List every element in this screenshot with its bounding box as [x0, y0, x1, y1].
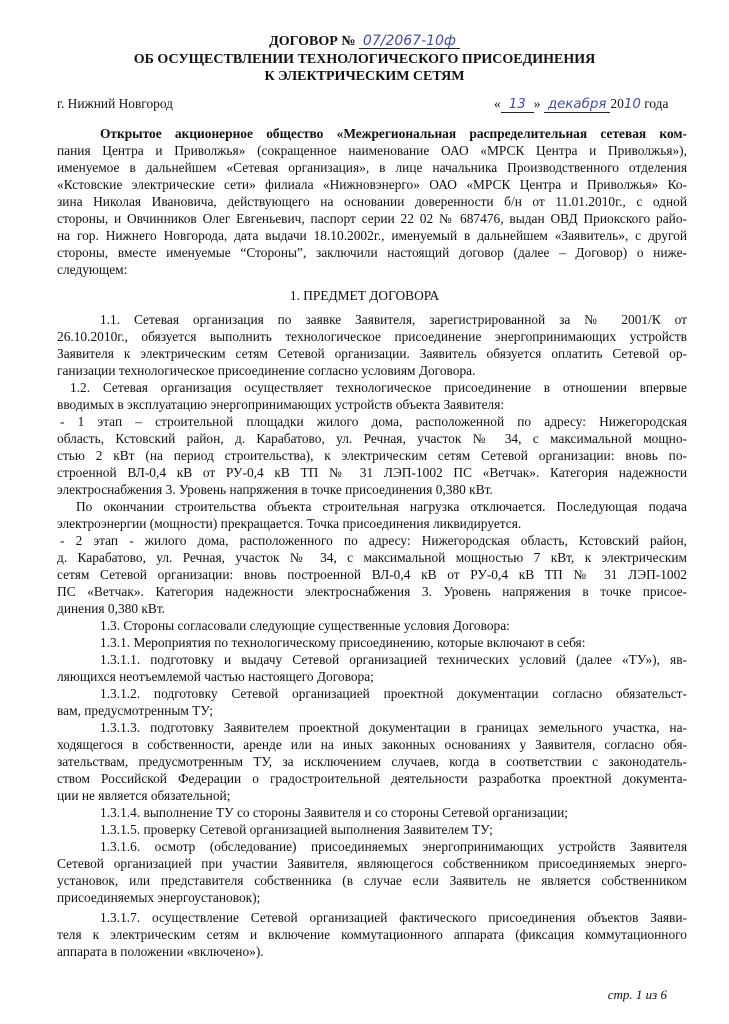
contract-title-prefix: ДОГОВОР № — [269, 34, 356, 49]
body-line: 1.3. Стороны согласовали следующие существенные условия Договора: — [100, 618, 510, 633]
body-line: вводимых в эксплуатацию энергопринимающих устройств объекта Заявителя: — [57, 397, 505, 412]
contract-number-handwritten: 07/2067-10ф — [359, 34, 460, 49]
preamble-line — [57, 160, 687, 176]
body-line: ПС «Ветчак». Категория надежности электроснабжения 3. Уровень напряжения в точке присое- — [57, 584, 687, 599]
preamble-text: стороны, вместе именуемые “Стороны”, заключили настоящий договор (далее – Договор) о ниже- — [57, 245, 687, 260]
date-year-suffix: 10 — [623, 97, 641, 112]
date-month: декабря — [544, 98, 611, 113]
body-line: установок, или представителя собственника (в случае если Заявитель не является собственником — [57, 873, 687, 888]
preamble-text: зина Николая Ивановича, действующего на основании доверенности б/н от 11.01.2010г., с одной — [57, 194, 687, 209]
body-line: - 2 этап - жилого дома, расположенного по адресу: Нижегородская область, Кстовский район, — [60, 533, 687, 548]
preamble-line — [57, 211, 687, 227]
body-line: стью 2 кВт (на период строительства), к электрическим сетям Сетевой организации: вновь по- — [57, 448, 687, 463]
date-day: 13 — [501, 98, 534, 113]
body-line: Сетевой организацией при участии Заявителя, являющегося собственником присоединяемых энерго- — [57, 856, 687, 871]
body-line: 1.3.1.3. подготовку Заявителем проектной документации в границах земельного участка, на- — [100, 720, 687, 735]
body-line: 1.3.1. Мероприятия по технологическому присоединению, которые включают в себя: — [100, 635, 586, 650]
body-line: ляющихся неотъемлемой частью настоящего Договора; — [57, 669, 374, 684]
body-line: 1.3.1.7. осуществление Сетевой организацией фактического присоединения объектов Заяви- — [100, 910, 687, 925]
body-line: сетям Сетевой организации: вновь построенной ВЛ-0,4 кВ от РУ-0,4 кВ ТП № 31 ЛЭП-1002 — [57, 567, 687, 582]
body-line: 1.3.1.6. осмотр (обследование) присоединяемых энергопринимающих устройств Заявителя — [100, 839, 687, 854]
preamble-line — [57, 245, 687, 261]
preamble-line — [57, 262, 127, 278]
body-line: ходящегося в собственности, аренде или на иных законных основаниях у Заявителя, согласно обя- — [57, 737, 687, 752]
preamble-text: пания Центра и Приволжья» (сокращенное наименование ОАО «МРСК Центра и Приволжья»), — [57, 143, 687, 158]
preamble-text: стороны, и Овчинников Олег Евгеньевич, паспорт серии 22 02 № 687476, выдан ОВД Приокского райо- — [57, 211, 687, 226]
body-line: 26.10.2010г., обязуется выполнить технологическое присоединение энергопринимающих устройств — [57, 329, 687, 344]
body-line: 1.2. Сетевая организация осуществляет технологическое присоединение в отношении впервые — [70, 380, 687, 395]
preamble-line — [57, 228, 687, 244]
body-line: 1.3.1.1. подготовку и выдачу Сетевой организацией технических условий (далее «ТУ»), яв- — [100, 652, 687, 667]
date-year-prefix: 20 — [610, 96, 624, 111]
preamble-text: именуемое в дальнейшем «Сетевая организация», в лице начальника Производственного отделения — [57, 160, 687, 175]
body-line: ством Российской Федерации о градостроительной деятельности разработка проектной документа- — [57, 771, 687, 786]
body-line: присоединяемых энергоустановок); — [57, 890, 261, 905]
date-open-quote: « — [494, 96, 501, 111]
date-year-word: года — [644, 96, 669, 111]
body-line: динения 0,380 кВт. — [57, 601, 166, 616]
body-line: 1.3.1.4. выполнение ТУ со стороны Заявителя и со стороны Сетевой организации; — [100, 805, 569, 820]
body-line: ции не является обязательной; — [57, 788, 231, 803]
page-number: стр. 1 из 6 — [607, 987, 667, 1002]
body-line: 1.1. Сетевая организация по заявке Заявителя, зарегистрированной за № 2001/К от — [100, 312, 687, 327]
contract-subtitle-2: К ЭЛЕКТРИЧЕСКИМ СЕТЯМ — [264, 69, 465, 84]
body-line: электроснабжения 3. Уровень напряжения в точке присоединения 0,380 кВт. — [57, 482, 493, 497]
preamble-line — [57, 177, 687, 193]
preamble-text: Открытое акционерное общество «Межрегиональная распределительная сетевая ком- — [100, 126, 687, 141]
preamble-text: на гор. Нижнего Новгорода, дата выдачи 18.10.2002г., именуемый в дальнейшем «Заявитель», с другой — [57, 228, 687, 243]
body-line: По окончании строительства объекта строительная нагрузка отключается. Последующая подача — [76, 499, 687, 514]
body-line: 1.3.1.2. подготовку Сетевой организацией проектной документации согласно обязательст- — [100, 686, 687, 701]
body-line: - 1 этап – строительной площадки жилого дома, расположенной по адресу: Нижегородская — [60, 414, 687, 429]
body-line: зательствам, предусмотренным ТУ, за исключением случаев, когда в соответствии с законодатель- — [57, 754, 687, 769]
preamble-line — [57, 143, 687, 159]
body-line: аппарата в положении «включено»). — [57, 944, 264, 959]
body-line: электроэнергии (мощности) прекращается. Точка присоединения ликвидируется. — [57, 516, 522, 531]
section-1-heading: 1. ПРЕДМЕТ ДОГОВОРА — [289, 288, 440, 303]
body-line: вам, предусмотренным ТУ; — [57, 703, 214, 718]
body-line: теля к электрическим сетям и включение коммутационного аппарата (фиксация коммутационного — [57, 927, 687, 942]
body-line: д. Карабатово, ул. Речная, участок № 34, с максимальной мощностью 7 кВт, к электрическим — [57, 550, 687, 565]
place: г. Нижний Новгород — [57, 96, 173, 111]
body-line: ганизации технологическое присоединение согласно условиям Договора. — [57, 363, 476, 378]
body-line: область, Кстовский район, д. Карабатово, ул. Речная, участок № 34, с максимальной мощно- — [57, 431, 687, 446]
contract-title — [0, 34, 729, 50]
body-line: 1.3.1.5. проверку Сетевой организацией выполнения Заявителем ТУ; — [100, 822, 493, 837]
contract-date — [494, 96, 668, 113]
preamble-text: следующем: — [57, 262, 128, 277]
preamble-text: «Кстовские электрические сети» филиала «Нижновэнерго» ОАО «МРСК Центра и Приволжья» Ко- — [57, 177, 687, 192]
date-close-quote: » — [533, 96, 541, 111]
preamble-line — [100, 126, 687, 142]
body-line: Заявителя к электрическим сетям Сетевой организации. Заявитель обязуется оплатить Сетевой ор- — [57, 346, 687, 361]
contract-subtitle-1: ОБ ОСУЩЕСТВЛЕНИИ ТЕХНОЛОГИЧЕСКОГО ПРИСОЕДИНЕНИЯ — [133, 52, 596, 67]
preamble-line — [57, 194, 687, 210]
body-line: строенной ВЛ-0,4 кВ от РУ-0,4 кВ ТП № 31 ЛЭП-1002 ПС «Ветчак». Категория надежности — [57, 465, 687, 480]
